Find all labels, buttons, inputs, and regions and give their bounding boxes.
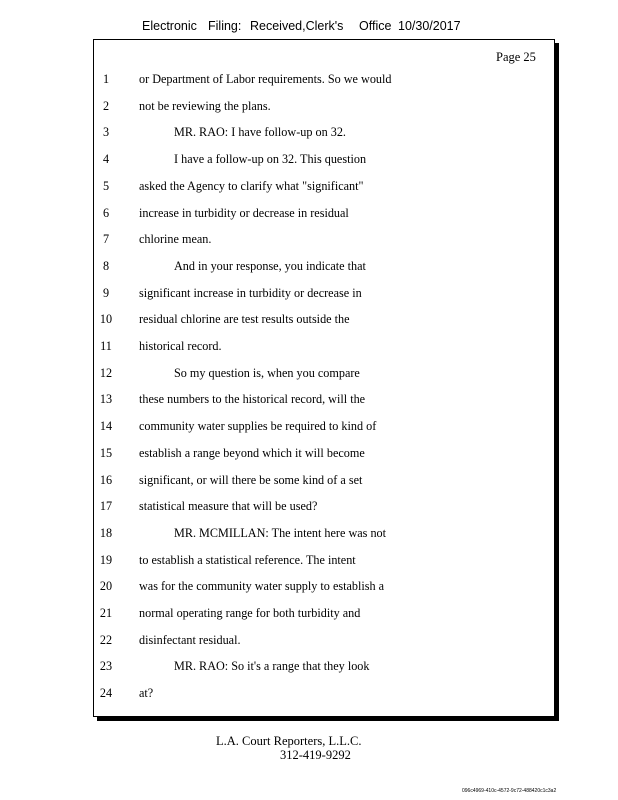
line-text: chlorine mean.: [139, 232, 212, 247]
line-text: normal operating range for both turbidity and: [139, 606, 361, 620]
line-number: 20: [99, 579, 113, 594]
line-text: asked the Agency to clarify what "significant": [139, 178, 364, 193]
line-text: community water supplies be required to kind of: [139, 419, 377, 434]
line-text: MR. RAO: So it's a range that they look: [174, 659, 370, 674]
line-number: 12: [99, 365, 113, 380]
line-number: 2: [102, 98, 110, 113]
line-number: 13: [99, 392, 113, 407]
header-received: Received,Clerk's: [250, 19, 344, 33]
transcript-line: [0, 473, 618, 489]
line-text: to establish a statistical reference. The intent: [139, 552, 356, 567]
transcript-line: [0, 312, 618, 328]
line-text: significant increase in turbidity or decrease in: [139, 285, 362, 300]
document-id: 096c4969-410c-4572-9c72-488420c1c3a2: [462, 788, 557, 794]
header-office: Office: [359, 19, 392, 33]
line-text: MR. MCMILLAN: The intent here was not: [174, 525, 387, 540]
transcript-line: [0, 179, 618, 195]
line-text: So my question is, when you compare: [174, 365, 360, 380]
line-text: And in your response, you indicate that: [174, 258, 366, 273]
line-text: these numbers to the historical record, will the: [139, 392, 366, 407]
line-number: 11: [100, 339, 112, 353]
transcript-line: [0, 206, 618, 222]
transcript-line: [0, 339, 618, 355]
transcript-line: [0, 286, 618, 302]
transcript-line: [0, 446, 618, 462]
line-number: 16: [99, 472, 113, 487]
line-text: significant, or will there be some kind of a set: [139, 472, 363, 487]
line-text: not be reviewing the plans.: [139, 98, 271, 113]
header-filing: Filing:: [208, 19, 242, 33]
transcript-line: [0, 659, 618, 675]
line-number: 17: [99, 499, 113, 514]
transcript-line: [0, 686, 618, 702]
line-number: 5: [102, 178, 110, 193]
footer-phone: 312-419-9292: [280, 748, 351, 762]
transcript-line: [0, 72, 618, 88]
line-text: or Department of Labor requirements. So we would: [139, 72, 392, 86]
line-text: residual chlorine are test results outside the: [139, 312, 350, 327]
transcript-line: [0, 553, 618, 569]
header-electronic: Electronic: [142, 19, 197, 33]
line-text: was for the community water supply to establish a: [139, 579, 385, 594]
line-number: 1: [102, 72, 110, 86]
line-number: 18: [99, 525, 113, 540]
transcript-line: [0, 606, 618, 622]
transcript-line: [0, 633, 618, 649]
footer-company: L.A. Court Reporters, L.L.C.: [216, 734, 362, 748]
line-text: statistical measure that will be used?: [139, 499, 318, 514]
line-text: MR. RAO: I have follow-up on 32.: [174, 125, 346, 140]
line-text: establish a range beyond which it will become: [139, 445, 365, 460]
transcript-line: [0, 392, 618, 408]
transcript-line: [0, 125, 618, 141]
transcript-line: [0, 579, 618, 595]
header-date: 10/30/2017: [398, 19, 461, 33]
line-number: 6: [102, 205, 110, 220]
transcript-line: [0, 259, 618, 275]
line-text: disinfectant residual.: [139, 632, 241, 647]
line-number: 19: [99, 552, 113, 567]
transcript-line: [0, 499, 618, 515]
line-number: 9: [102, 285, 110, 300]
transcript-line: [0, 419, 618, 435]
line-number: 4: [102, 152, 110, 167]
line-number: 21: [99, 606, 113, 620]
line-number: 22: [99, 632, 113, 647]
transcript-line: [0, 366, 618, 382]
line-number: 8: [102, 258, 110, 273]
line-number: 7: [102, 232, 110, 247]
transcript-line: [0, 99, 618, 115]
line-number: 3: [102, 125, 110, 140]
transcript-line: [0, 152, 618, 168]
transcript-line: [0, 232, 618, 248]
transcript-line: [0, 526, 618, 542]
line-number: 23: [99, 659, 113, 674]
line-text: historical record.: [139, 339, 222, 353]
line-text: at?: [139, 686, 154, 701]
line-number: 14: [99, 419, 113, 434]
line-text: I have a follow-up on 32. This question: [174, 152, 367, 167]
line-number: 10: [99, 312, 113, 327]
line-number: 15: [99, 445, 113, 460]
line-text: increase in turbidity or decrease in residual: [139, 205, 349, 220]
line-number: 24: [99, 686, 113, 701]
page-number: Page 25: [496, 50, 536, 64]
